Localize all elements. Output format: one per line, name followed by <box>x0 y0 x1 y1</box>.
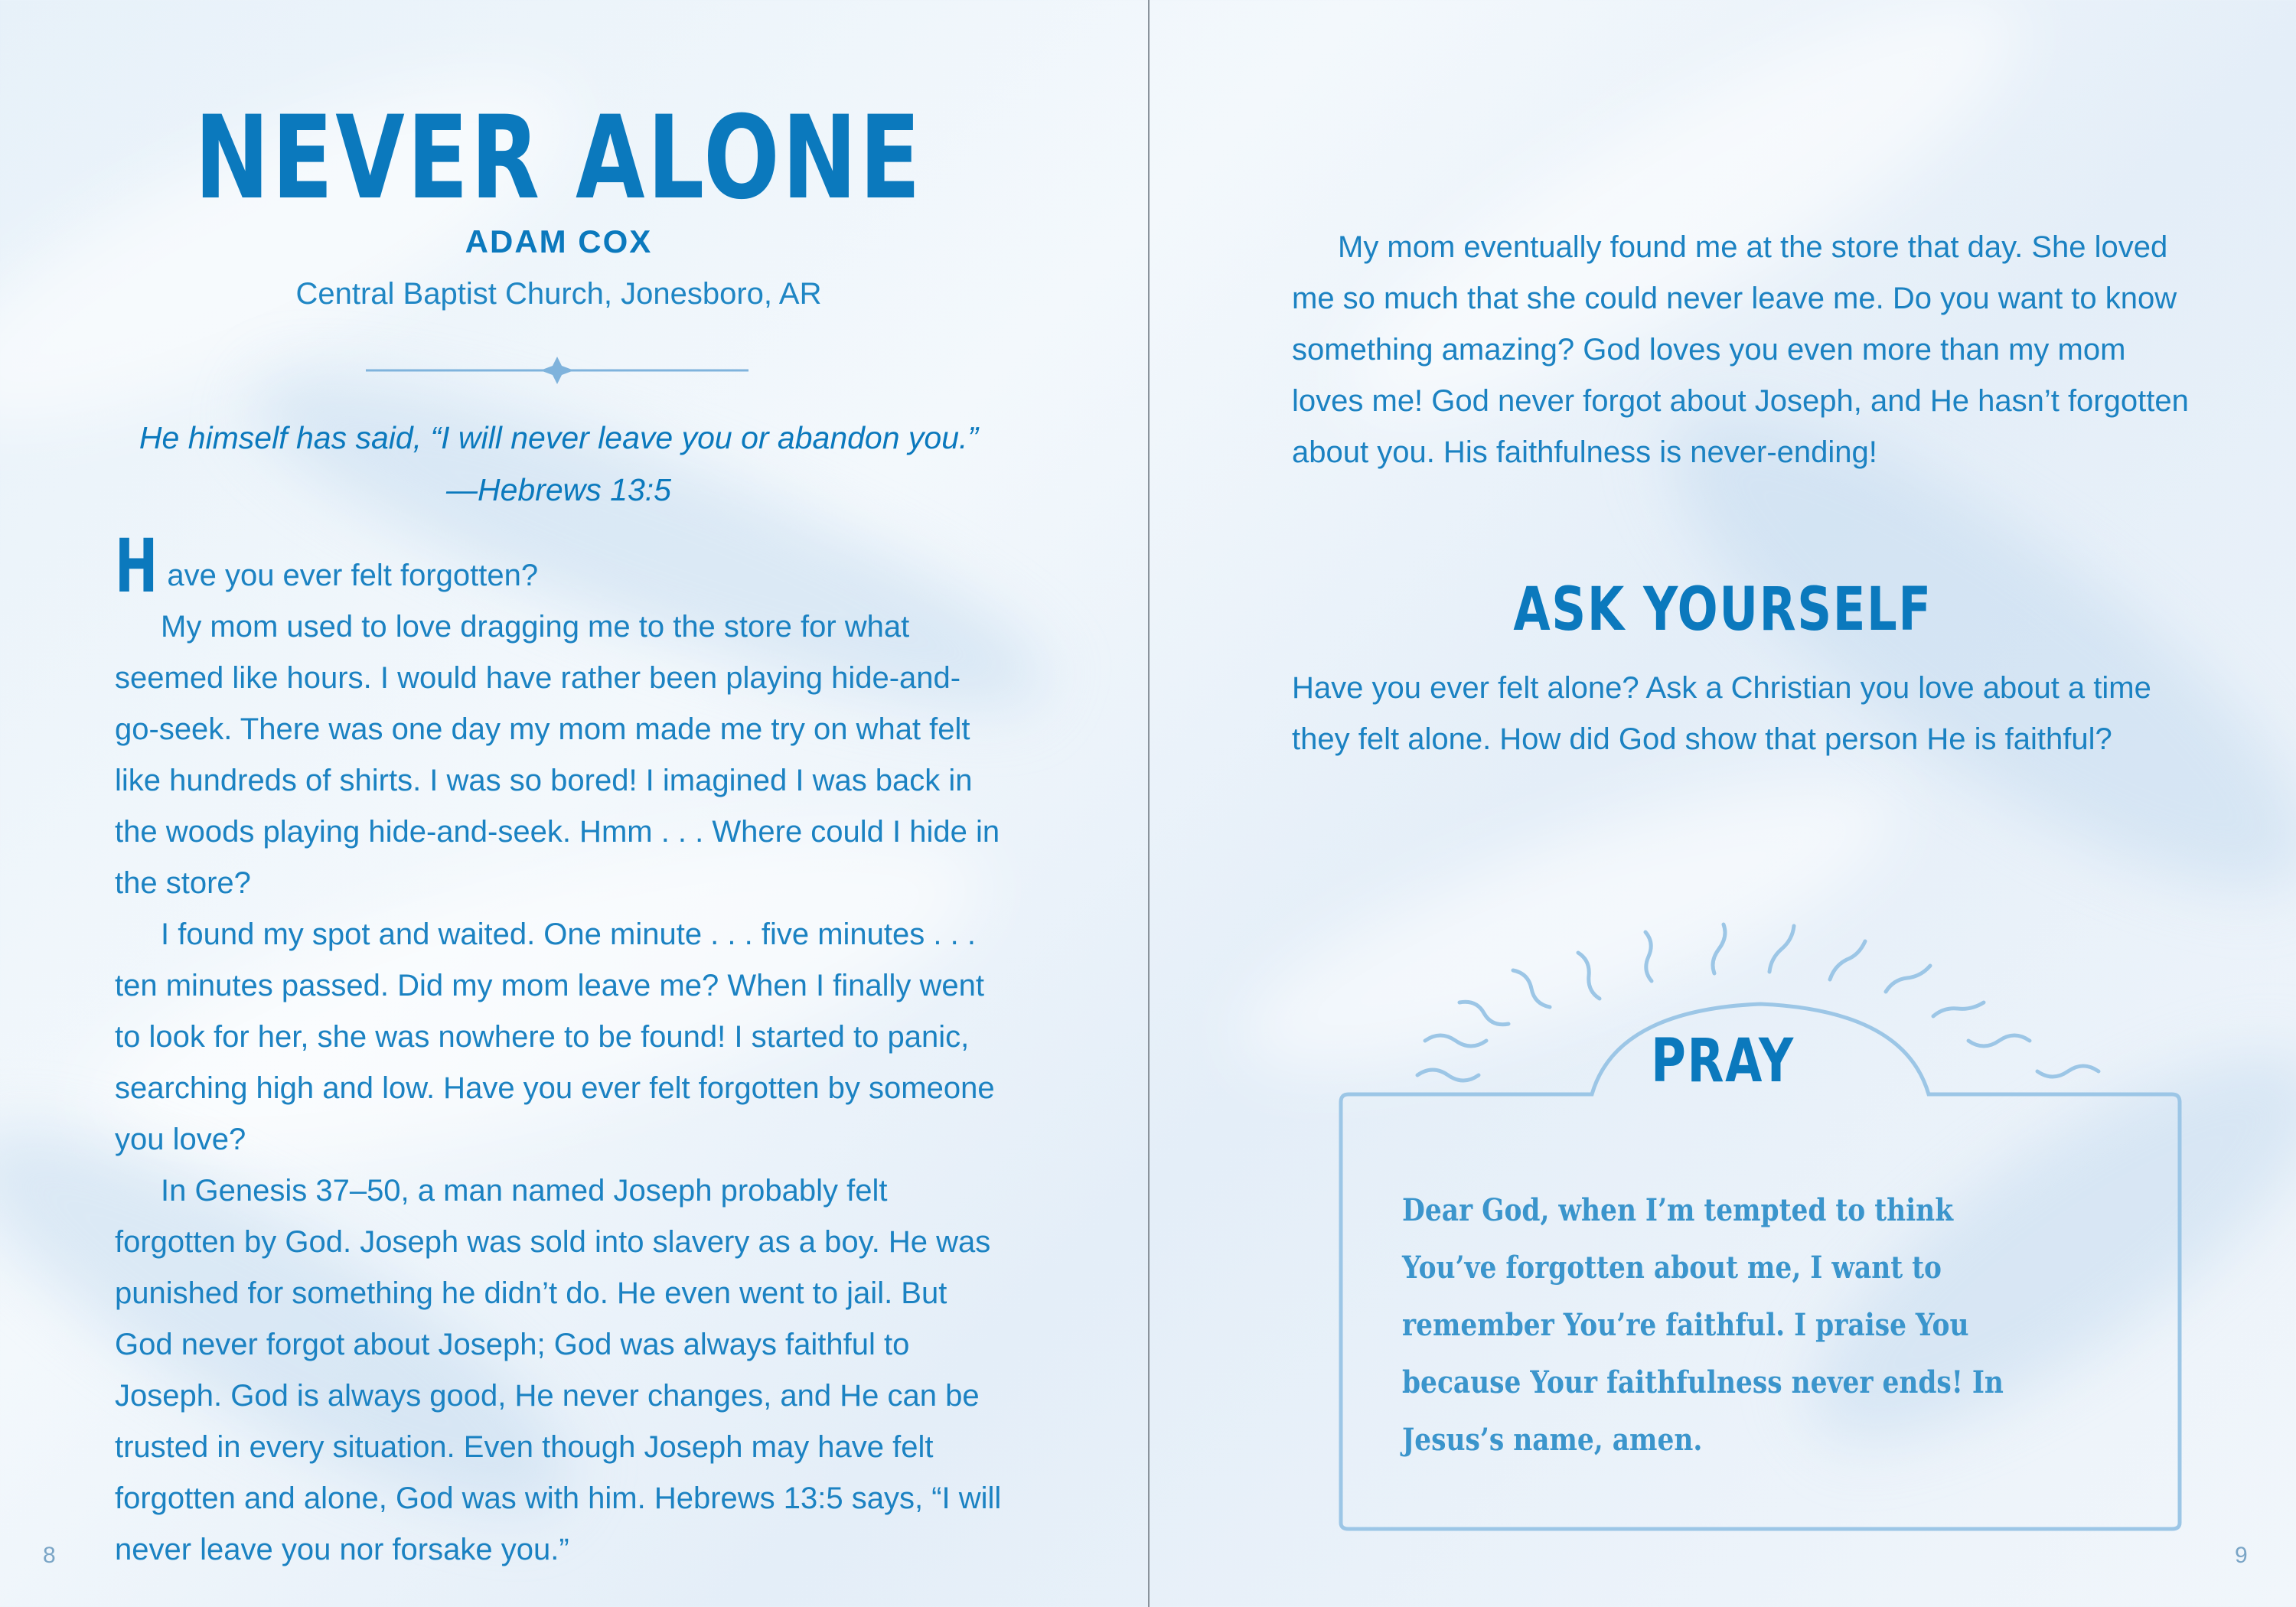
body-paragraph: My mom eventually found me at the store that day. She loved me so much that she could never leave me. Do you want to know something amazing? God loves you even more than my mom loves me! God never forgot about Joseph, and He hasn’t forgotten about you. His faithfulness is never-ending! <box>1292 230 2189 469</box>
right-page <box>1150 0 2296 1607</box>
opening-text: ave you ever felt forgotten? <box>167 559 539 592</box>
body-paragraph: In Genesis 37–50, a man named Joseph probably felt forgotten by God. Joseph was sold into slavery as a boy. He was punished for something he didn’t do. He even went to jail. But God never forgot about Joseph; God was always faithful to Joseph. God is always good, He never changes, and He can be trusted in every situation. Even though Joseph may have felt forgotten and alone, God was with him. Hebrews 13:5 says, “I will never leave you nor forsake you.” <box>115 1174 1002 1566</box>
diamond-star-ornament <box>366 357 748 384</box>
page-title: NEVER ALONE <box>194 92 923 225</box>
body-paragraph: My mom used to love dragging me to the store for what seemed like hours. I would have rather been playing hide-and-go-seek. There was one day my mom made me try on what felt like hundreds of shirts. I was so bored! I imagined I was back in the woods playing hide-and-seek. Hmm . . . Where could I hide in the store? <box>115 610 1000 900</box>
author-name: ADAM COX <box>465 223 653 259</box>
prayer-text: Dear God, when I’m tempted to think You’ve forgotten about me, I want to remember You’re faithful. I praise You because Your faithfulness never ends! In Jesus’s name, amen. <box>1402 1192 2004 1458</box>
body-paragraph: I found my spot and waited. One minute . . . five minutes . . . ten minutes passed. Did my mom leave me? When I finally went to look for her, she was nowhere to be found! I started to panic, searching high and low. Have you ever felt forgotten by someone you love? <box>115 918 995 1156</box>
verse-quote: He himself has said, “I will never leave you or abandon you.” <box>139 420 979 455</box>
devotional-body <box>115 523 1003 1576</box>
verse-reference: —Hebrews 13:5 <box>446 472 671 507</box>
page-number: 9 <box>2235 1543 2248 1568</box>
ask-yourself-heading: ASK YOURSELF <box>1513 575 1932 644</box>
ask-yourself-text: Have you ever felt alone? Ask a Christian you love about a time they felt alone. How did God show that person He is faithful? <box>1292 671 2151 756</box>
drop-cap: H <box>115 523 158 609</box>
author-church: Central Baptist Church, Jonesboro, AR <box>295 277 822 311</box>
opening-line <box>115 523 1003 609</box>
page-number: 8 <box>43 1543 56 1568</box>
scripture-verse <box>92 412 1026 516</box>
continued-text <box>1292 222 2195 478</box>
pray-heading: PRAY <box>1651 1027 1795 1096</box>
